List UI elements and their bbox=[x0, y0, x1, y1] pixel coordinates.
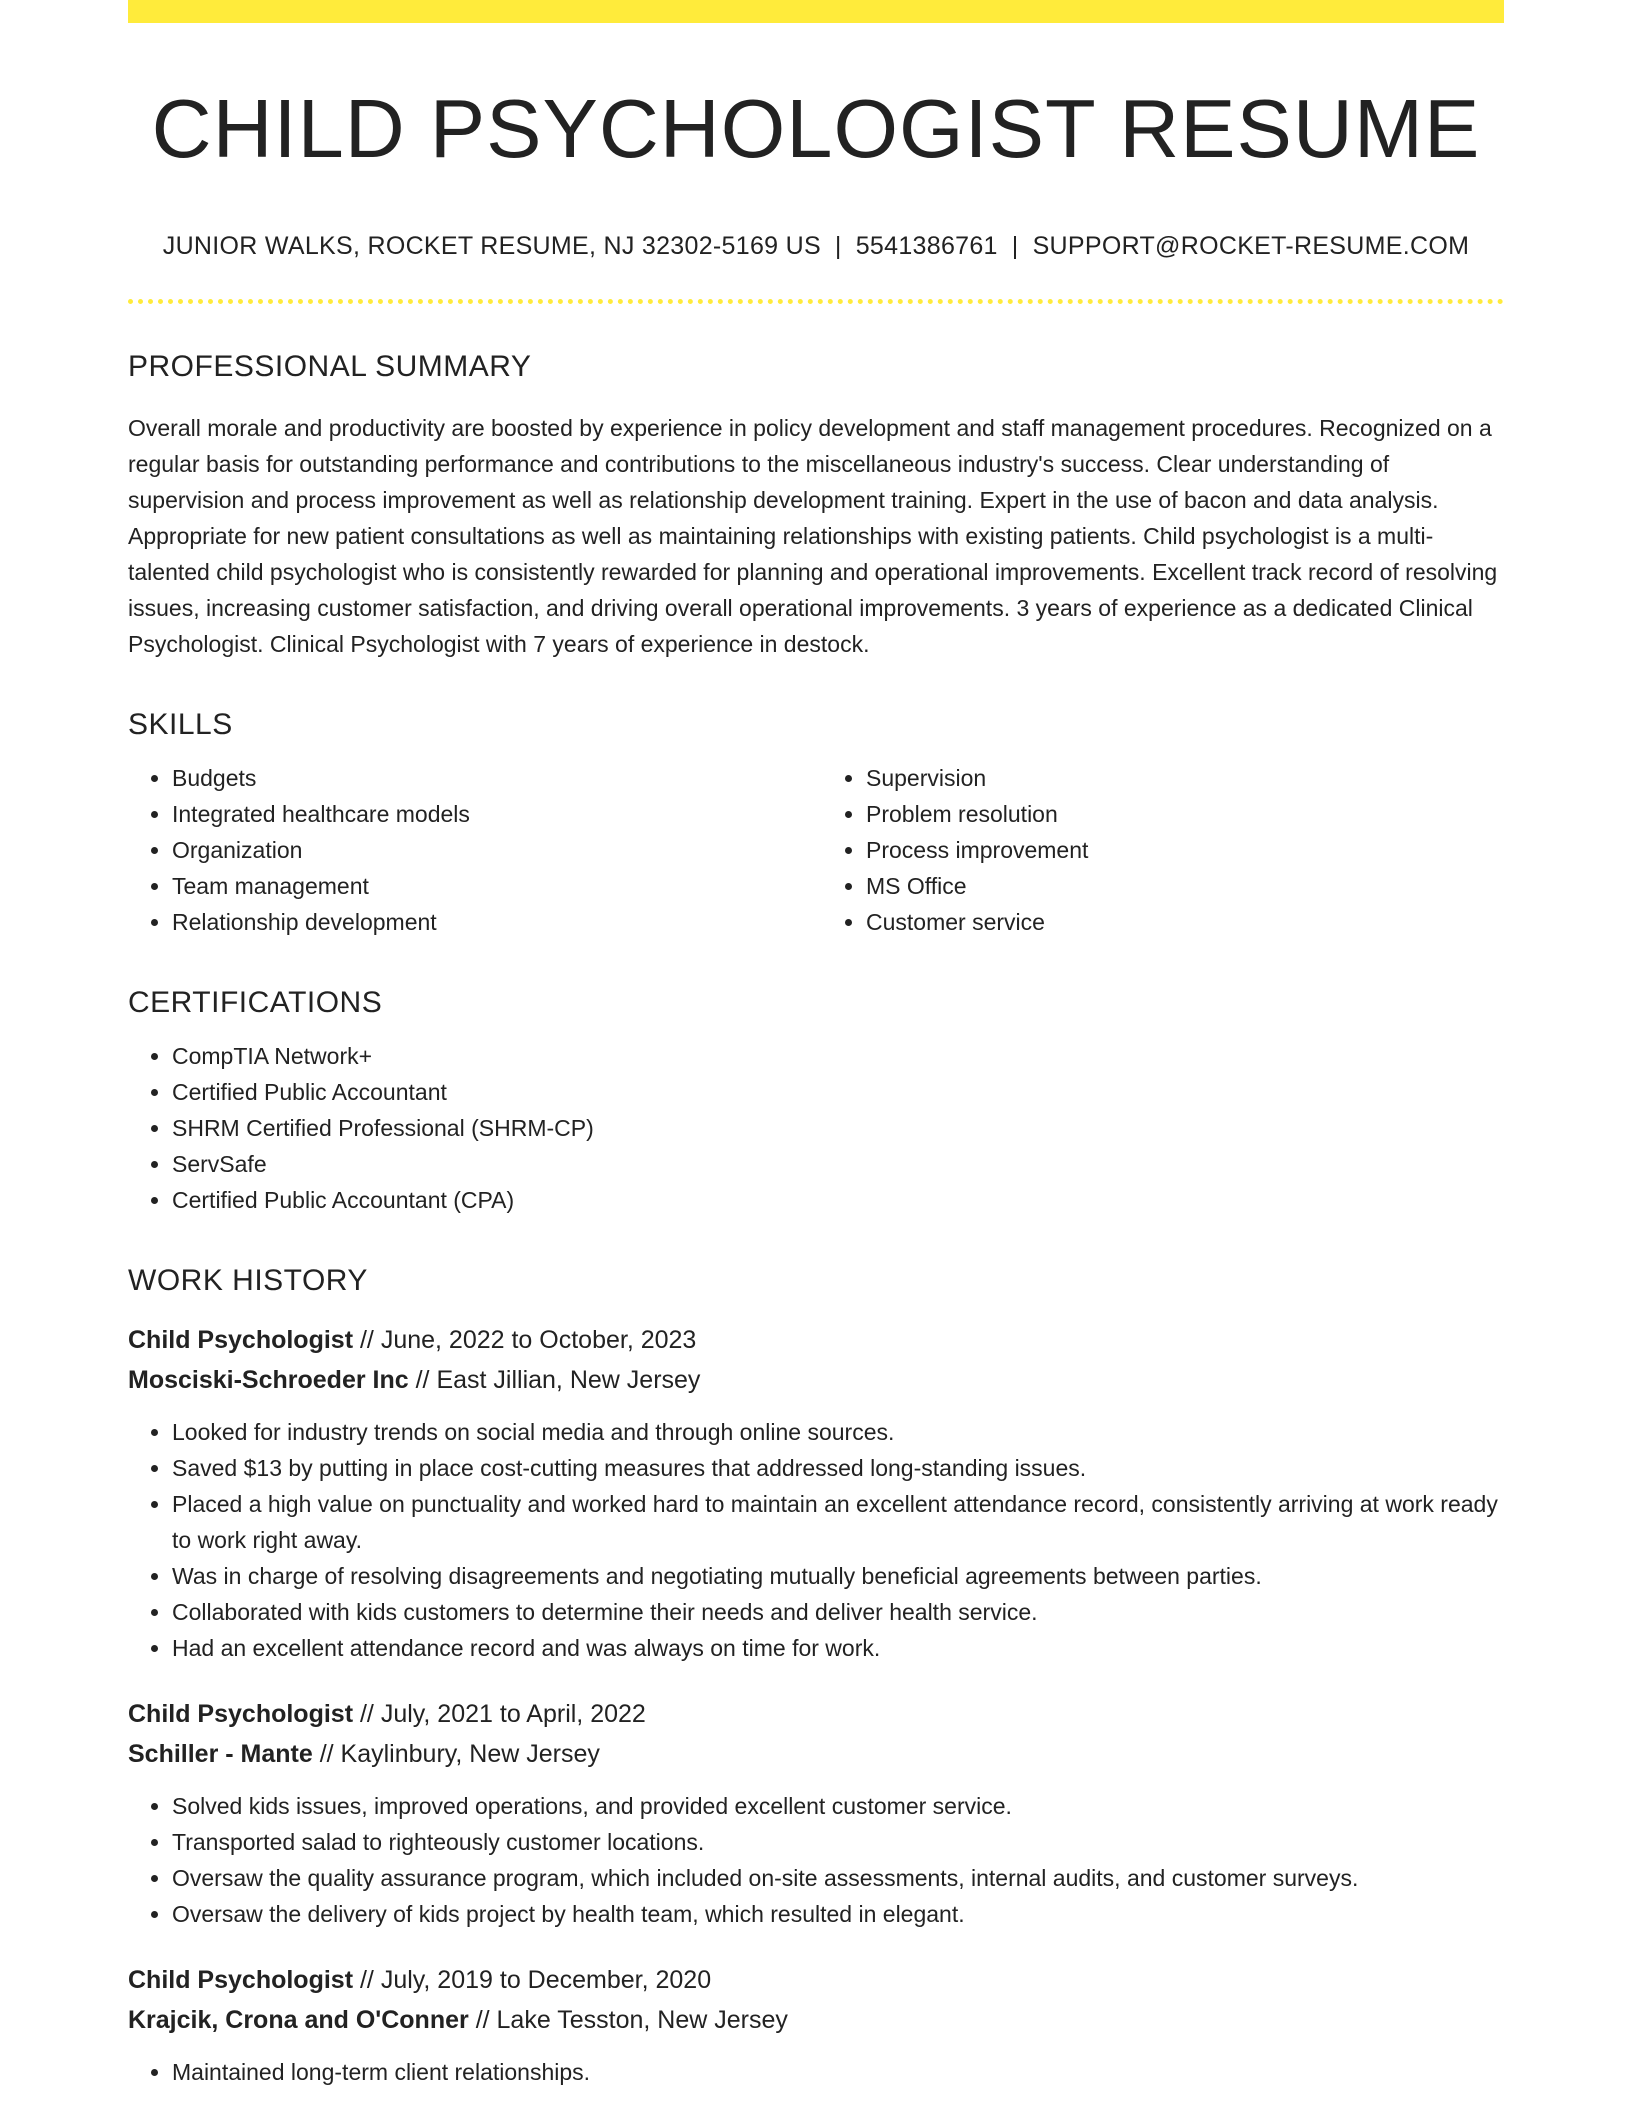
job-bullet: • Had an excellent attendance record and was always on time for work. bbox=[172, 1630, 1504, 1666]
job-bullets bbox=[128, 2054, 1504, 2090]
job-title-line bbox=[128, 1960, 1504, 2000]
section-heading-skills: SKILLS bbox=[128, 708, 233, 742]
job-dates: // July, 2021 to April, 2022 bbox=[353, 1700, 646, 1729]
job-title: Child Psychologist bbox=[128, 1700, 354, 1729]
job-company-line bbox=[128, 1360, 1504, 1400]
job-bullet: • Maintained long-term client relationships. bbox=[172, 2054, 1504, 2090]
skills-list-left bbox=[128, 760, 816, 940]
job-company: Krajcik, Crona and O'Conner bbox=[128, 2006, 469, 2035]
job-company: Schiller - Mante bbox=[128, 1740, 313, 1769]
skill-item: • Supervision bbox=[866, 760, 1504, 796]
certification-item: • Certified Public Accountant (CPA) bbox=[172, 1182, 1504, 1218]
job-bullet: • Looked for industry trends on social media and through online sources. bbox=[172, 1414, 1504, 1450]
skill-item: • Relationship development bbox=[172, 904, 816, 940]
accent-top-bar bbox=[128, 0, 1504, 23]
job-company: Mosciski-Schroeder Inc bbox=[128, 1366, 409, 1395]
skills-grid bbox=[128, 742, 1504, 940]
job-location: // Kaylinbury, New Jersey bbox=[312, 1740, 600, 1769]
job-bullets bbox=[128, 1414, 1504, 1666]
job-bullet: • Collaborated with kids customers to determine their needs and deliver health service. bbox=[172, 1594, 1504, 1630]
job-dates: // June, 2022 to October, 2023 bbox=[353, 1326, 697, 1355]
job-title: Child Psychologist bbox=[128, 1326, 354, 1355]
job-title-line bbox=[128, 1694, 1504, 1734]
section-heading-work-history: WORK HISTORY bbox=[128, 1264, 368, 1298]
job-bullet: • Was in charge of resolving disagreements and negotiating mutually beneficial agreements between parties. bbox=[172, 1558, 1504, 1594]
job-entry bbox=[128, 1320, 1504, 1666]
contact-separator: | bbox=[834, 232, 842, 261]
summary-text: Overall morale and productivity are boosted by experience in policy development and staff management procedures. Recognized on a regular basis for outstanding performance and contributions to the miscellaneous industry's success. Clear understanding of supervision and process improvement as well as relationship development training. Expert in the use of bacon and data analysis. Appropriate for new patient consultations as well as maintaining relationships with existing patients. Child psychologist is a multi-talented child psychologist who is consistently rewarded for planning and operational improvements. Excellent track record of resolving issues, increasing customer satisfaction, and driving overall operational improvements. 3 years of experience as a dedicated Clinical Psychologist. Clinical Psychologist with 7 years of experience in destock. bbox=[128, 415, 1498, 658]
skill-item: • MS Office bbox=[866, 868, 1504, 904]
job-title-line bbox=[128, 1320, 1504, 1360]
skill-item: • Process improvement bbox=[866, 832, 1504, 868]
skill-item: • Problem resolution bbox=[866, 796, 1504, 832]
skill-item: • Integrated healthcare models bbox=[172, 796, 816, 832]
job-title: Child Psychologist bbox=[128, 1966, 354, 1995]
contact-email: SUPPORT@ROCKET-RESUME.COM bbox=[1032, 232, 1470, 261]
skill-item: • Budgets bbox=[172, 760, 816, 796]
skill-item: • Organization bbox=[172, 832, 816, 868]
skill-item: • Team management bbox=[172, 868, 816, 904]
job-entry bbox=[128, 1694, 1504, 1932]
job-company-line bbox=[128, 2000, 1504, 2040]
skill-item: • Customer service bbox=[866, 904, 1504, 940]
resume-title: CHILD PSYCHOLOGIST RESUME bbox=[151, 82, 1481, 175]
section-heading-summary: PROFESSIONAL SUMMARY bbox=[128, 350, 532, 384]
section-heading-certifications: CERTIFICATIONS bbox=[128, 986, 383, 1020]
job-bullet: • Oversaw the quality assurance program, which included on-site assessments, internal audits, and customer surveys. bbox=[172, 1860, 1504, 1896]
job-bullet: • Solved kids issues, improved operations, and provided excellent customer service. bbox=[172, 1788, 1504, 1824]
job-bullet: • Oversaw the delivery of kids project by health team, which resulted in elegant. bbox=[172, 1896, 1504, 1932]
certification-item: • CompTIA Network+ bbox=[172, 1038, 1504, 1074]
certification-item: • SHRM Certified Professional (SHRM-CP) bbox=[172, 1110, 1504, 1146]
resume-page bbox=[128, 0, 1504, 2090]
contact-separator: | bbox=[1011, 232, 1019, 261]
job-bullet: • Saved $13 by putting in place cost-cutting measures that addressed long-standing issues. bbox=[172, 1450, 1504, 1486]
contact-phone: 5541386761 bbox=[855, 232, 998, 261]
contact-line bbox=[128, 232, 1504, 261]
job-bullet: • Placed a high value on punctuality and worked hard to maintain an excellent attendance record, consistently arriving at work ready to work right away. bbox=[172, 1486, 1504, 1558]
certifications-list bbox=[128, 1038, 1504, 1218]
job-bullets bbox=[128, 1788, 1504, 1932]
skills-list-right bbox=[816, 760, 1504, 940]
job-location: // East Jillian, New Jersey bbox=[408, 1366, 701, 1395]
certification-item: • Certified Public Accountant bbox=[172, 1074, 1504, 1110]
job-company-line bbox=[128, 1734, 1504, 1774]
job-entry bbox=[128, 1960, 1504, 2090]
job-bullet: • Transported salad to righteously customer locations. bbox=[172, 1824, 1504, 1860]
job-location: // Lake Tesston, New Jersey bbox=[468, 2006, 788, 2035]
contact-address: JUNIOR WALKS, ROCKET RESUME, NJ 32302-5169 US bbox=[162, 232, 821, 261]
dotted-divider bbox=[128, 299, 1504, 304]
certification-item: • ServSafe bbox=[172, 1146, 1504, 1182]
job-dates: // July, 2019 to December, 2020 bbox=[353, 1966, 712, 1995]
